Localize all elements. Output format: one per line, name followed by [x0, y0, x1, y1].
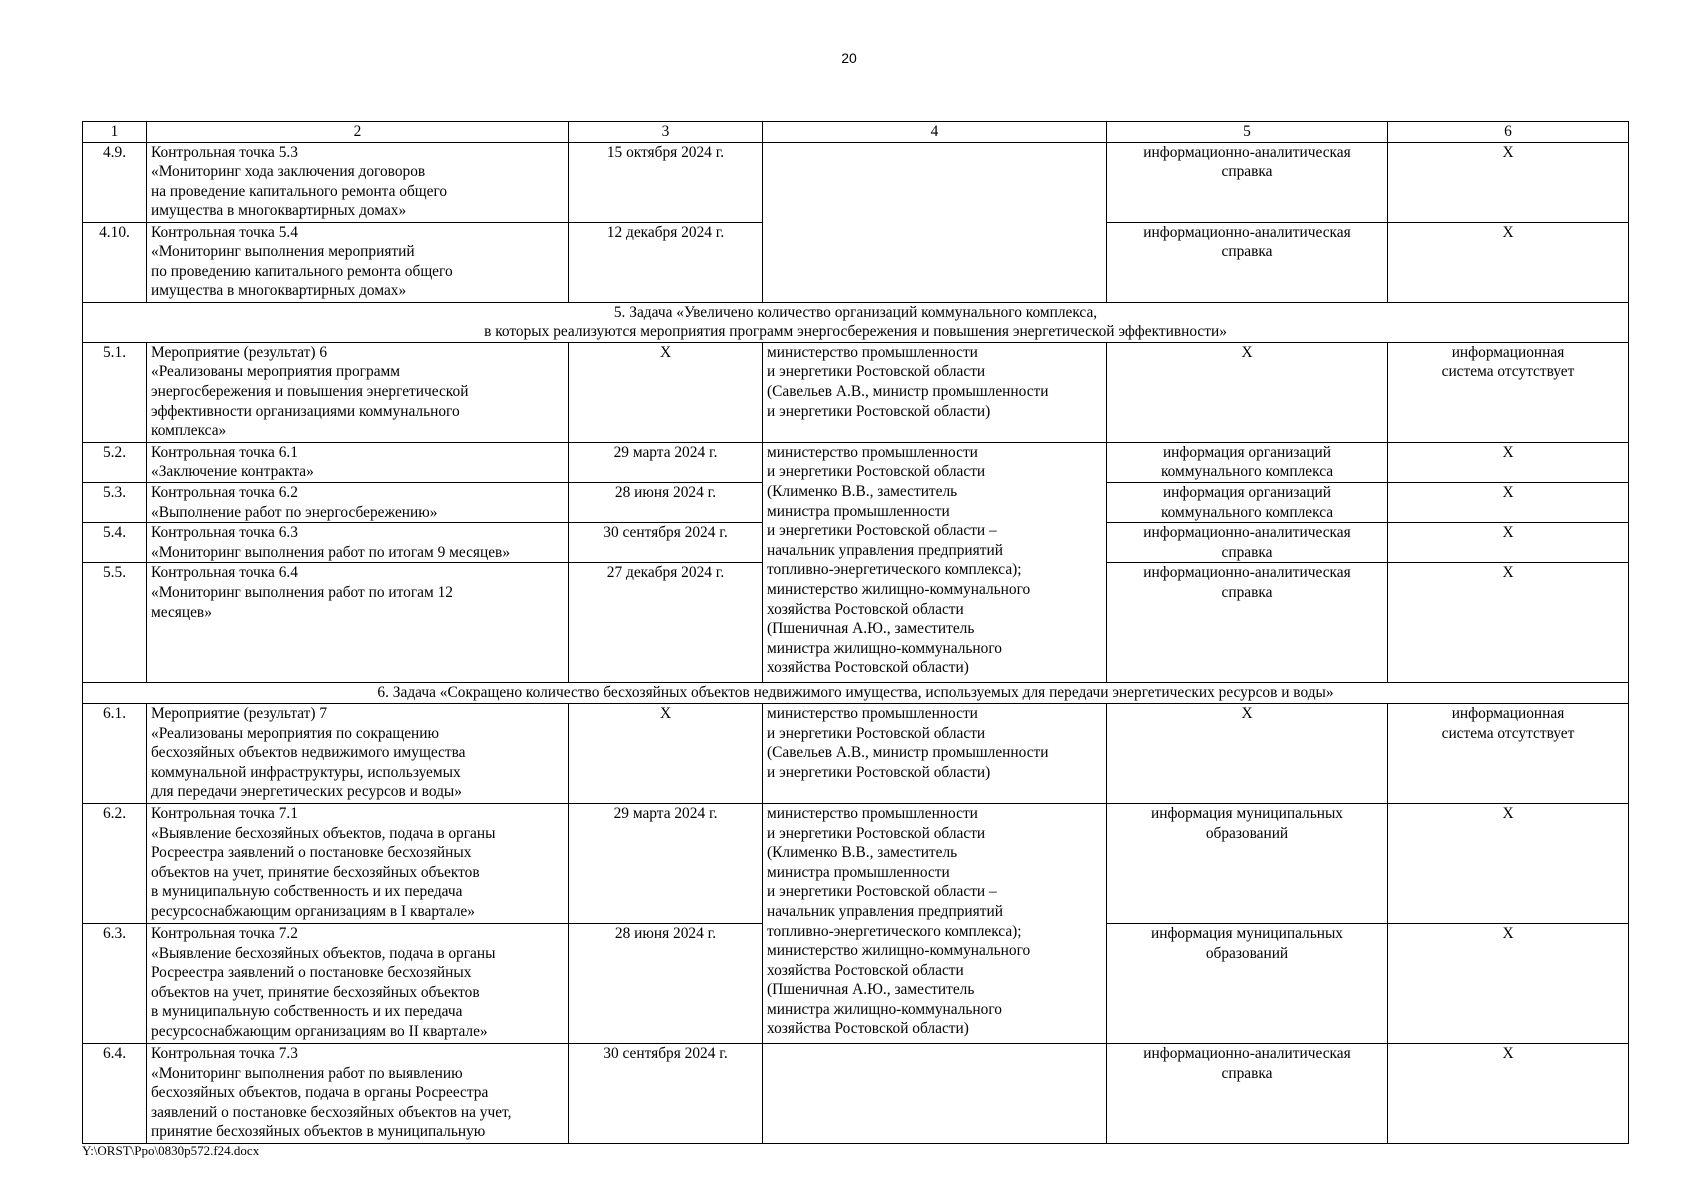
task-6-heading: 6. Задача «Сокращено количество бесхозяйных объектов недвижимого имущества, используемых для передачи энергетических ресурсов и воды»: [83, 683, 1629, 704]
row-date: Х: [569, 703, 763, 803]
row-name: Контрольная точка 7.3 «Мониторинг выполнения работ по выявлению бесхозяйных объектов, подача в органы Росреестра заявлений о постановке бесхозяйных объектов на учет, принятие бесхозяйных объектов в муниципальную: [147, 1043, 569, 1143]
row-document: Х: [1107, 342, 1388, 442]
page-number: 20: [841, 50, 857, 66]
row-number: 6.2.: [83, 803, 147, 923]
row-date: 29 марта 2024 г.: [569, 803, 763, 923]
row-document: информация муниципальных образований: [1107, 923, 1388, 1043]
row-responsible: министерство промышленности и энергетики Ростовской области (Савельев А.В., министр промышленности и энергетики Ростовской области): [763, 342, 1107, 442]
task-row: [83, 683, 1629, 704]
row-date: 15 октября 2024 г.: [569, 142, 763, 222]
table-row: [83, 442, 1629, 482]
row-responsible: министерство промышленности и энергетики Ростовской области (Савельев А.В., министр промышленности и энергетики Ростовской области): [763, 703, 1107, 803]
row-info-system: Х: [1388, 523, 1629, 563]
row-date: 30 сентября 2024 г.: [569, 523, 763, 563]
task-row: [83, 302, 1629, 342]
table-row: [83, 803, 1629, 923]
table-row: [83, 342, 1629, 442]
row-info-system: Х: [1388, 1043, 1629, 1143]
task-5-heading: 5. Задача «Увеличено количество организаций коммунального комплекса, в которых реализуются мероприятия программ энергосбережения и повышения энергетической эффективности»: [83, 302, 1629, 342]
row-name: Контрольная точка 6.3 «Мониторинг выполнения работ по итогам 9 месяцев»: [147, 523, 569, 563]
row-date: 28 июня 2024 г.: [569, 482, 763, 522]
row-date: 29 марта 2024 г.: [569, 442, 763, 482]
row-info-system: Х: [1388, 482, 1629, 522]
row-document: информационно-аналитическая справка: [1107, 142, 1388, 222]
header-cell-1: 1: [83, 122, 147, 143]
row-document: информационно-аналитическая справка: [1107, 563, 1388, 683]
row-name: Мероприятие (результат) 7 «Реализованы мероприятия по сокращению бесхозяйных объектов недвижимого имущества коммунальной инфраструктуры, используемых для передачи энергетических ресурсов и воды»: [147, 703, 569, 803]
row-document: информационно-аналитическая справка: [1107, 523, 1388, 563]
table-row: [83, 1043, 1629, 1143]
row-date: 30 сентября 2024 г.: [569, 1043, 763, 1143]
row-info-system: информационная система отсутствует: [1388, 703, 1629, 803]
row-number: 6.1.: [83, 703, 147, 803]
file-path-footer: Y:\ORST\Ppo\0830p572.f24.docx: [82, 1143, 260, 1158]
table-header-row: [83, 122, 1629, 143]
row-responsible-empty: [763, 142, 1107, 302]
header-cell-6: 6: [1388, 122, 1629, 143]
row-document: Х: [1107, 703, 1388, 803]
row-date: 12 декабря 2024 г.: [569, 222, 763, 302]
row-info-system: Х: [1388, 803, 1629, 923]
row-name: Контрольная точка 5.4 «Мониторинг выполнения мероприятий по проведению капитального ремонта общего имущества в многоквартирных домах»: [147, 222, 569, 302]
row-name: Мероприятие (результат) 6 «Реализованы мероприятия программ энергосбережения и повышения энергетической эффективности организациями коммунального комплекса»: [147, 342, 569, 442]
row-document: информация муниципальных образований: [1107, 803, 1388, 923]
row-info-system: Х: [1388, 222, 1629, 302]
table-row: [83, 142, 1629, 222]
row-document: информация организаций коммунального комплекса: [1107, 482, 1388, 522]
row-number: 5.2.: [83, 442, 147, 482]
row-info-system: информационная система отсутствует: [1388, 342, 1629, 442]
row-number: 5.1.: [83, 342, 147, 442]
row-document: информационно-аналитическая справка: [1107, 222, 1388, 302]
row-name: Контрольная точка 5.3 «Мониторинг хода заключения договоров на проведение капитального ремонта общего имущества в многоквартирных домах»: [147, 142, 569, 222]
row-number: 5.3.: [83, 482, 147, 522]
row-info-system: Х: [1388, 142, 1629, 222]
header-cell-4: 4: [763, 122, 1107, 143]
header-cell-2: 2: [147, 122, 569, 143]
row-date: 28 июня 2024 г.: [569, 923, 763, 1043]
plan-table: [82, 121, 1629, 1144]
header-cell-3: 3: [569, 122, 763, 143]
row-name: Контрольная точка 6.1 «Заключение контракта»: [147, 442, 569, 482]
row-number: 5.5.: [83, 563, 147, 683]
row-number: 6.3.: [83, 923, 147, 1043]
row-document: информационно-аналитическая справка: [1107, 1043, 1388, 1143]
row-number: 5.4.: [83, 523, 147, 563]
row-document: информация организаций коммунального комплекса: [1107, 442, 1388, 482]
row-name: Контрольная точка 6.2 «Выполнение работ по энергосбережению»: [147, 482, 569, 522]
row-number: 4.10.: [83, 222, 147, 302]
table-row: [83, 703, 1629, 803]
row-info-system: Х: [1388, 563, 1629, 683]
row-name: Контрольная точка 6.4 «Мониторинг выполнения работ по итогам 12 месяцев»: [147, 563, 569, 683]
row-info-system: Х: [1388, 442, 1629, 482]
row-name: Контрольная точка 7.2 «Выявление бесхозяйных объектов, подача в органы Росреестра заявлений о постановке бесхозяйных объектов на учет, принятие бесхозяйных объектов в муниципальную собственность и их передача ресурсоснабжающим организациям во II квартале»: [147, 923, 569, 1043]
row-name: Контрольная точка 7.1 «Выявление бесхозяйных объектов, подача в органы Росреестра заявлений о постановке бесхозяйных объектов на учет, принятие бесхозяйных объектов в муниципальную собственность и их передача ресурсоснабжающим организациям в I квартале»: [147, 803, 569, 923]
row-responsible-empty: [763, 1043, 1107, 1143]
row-date: Х: [569, 342, 763, 442]
row-number: 4.9.: [83, 142, 147, 222]
row-info-system: Х: [1388, 923, 1629, 1043]
header-cell-5: 5: [1107, 122, 1388, 143]
row-responsible-merged: министерство промышленности и энергетики Ростовской области (Клименко В.В., заместитель министра промышленности и энергетики Ростовской области – начальник управления предприятий топливно-энергетического комплекса); министерство жилищно-коммунального хозяйства Ростовской области (Пшеничная А.Ю., заместитель министра жилищно-коммунального хозяйства Ростовской области): [763, 803, 1107, 1043]
row-date: 27 декабря 2024 г.: [569, 563, 763, 683]
row-number: 6.4.: [83, 1043, 147, 1143]
row-responsible-merged: министерство промышленности и энергетики Ростовской области (Клименко В.В., заместитель министра промышленности и энергетики Ростовской области – начальник управления предприятий топливно-энергетического комплекса); министерство жилищно-коммунального хозяйства Ростовской области (Пшеничная А.Ю., заместитель министра жилищно-коммунального хозяйства Ростовской области): [763, 442, 1107, 683]
